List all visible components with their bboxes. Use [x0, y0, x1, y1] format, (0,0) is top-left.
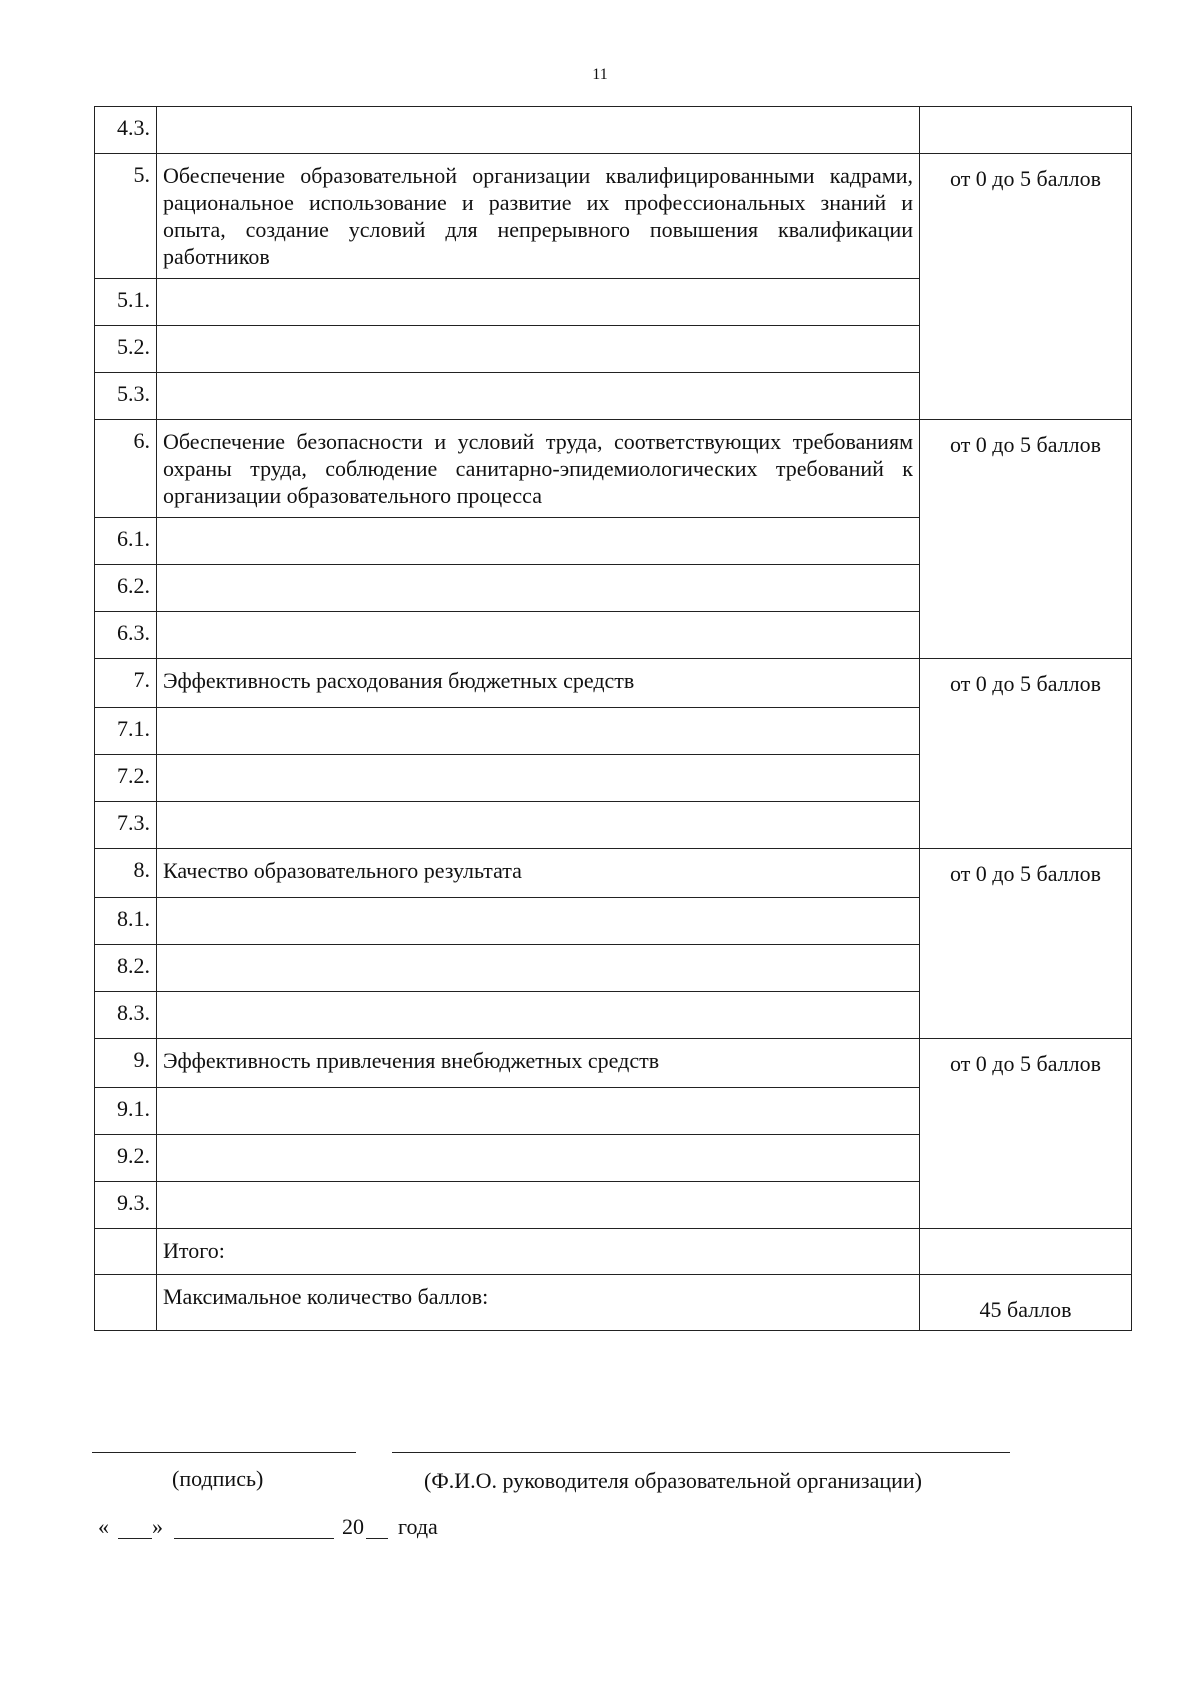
date-day-line: [118, 1538, 152, 1539]
max-score-value: 45 баллов: [920, 1275, 1132, 1331]
row-description: Эффективность расходования бюджетных средств: [157, 659, 920, 708]
row-description: [157, 945, 920, 992]
row-description: Обеспечение безопасности и условий труда, соответствующих требованиям охраны труда, соблюдение санитарно-эпидемиологических требований к организации образовательного процесса: [157, 420, 920, 518]
row-description: [157, 802, 920, 849]
table-row: [95, 420, 1132, 518]
total-label: Итого:: [157, 1229, 920, 1275]
total-row: [95, 1229, 1132, 1275]
name-line: [392, 1452, 1010, 1453]
row-description: [157, 326, 920, 373]
table-row: [95, 154, 1132, 279]
row-number: 5.2.: [95, 326, 157, 373]
row-number: 9.3.: [95, 1182, 157, 1229]
row-description: Качество образовательного результата: [157, 849, 920, 898]
date-close-quote: »: [152, 1514, 163, 1539]
row-description: [157, 992, 920, 1039]
row-number: 4.3.: [95, 107, 157, 154]
date-year-prefix: 20: [342, 1514, 364, 1539]
row-number: 6.: [95, 420, 157, 518]
row-description: [157, 565, 920, 612]
table-row: [95, 849, 1132, 898]
row-score: [920, 107, 1132, 154]
max-score-label: Максимальное количество баллов:: [157, 1275, 920, 1331]
row-description: [157, 279, 920, 326]
row-score: от 0 до 5 баллов: [920, 1039, 1132, 1229]
row-number: 8.: [95, 849, 157, 898]
row-number: 7.3.: [95, 802, 157, 849]
row-score: от 0 до 5 баллов: [920, 659, 1132, 849]
row-description: [157, 1135, 920, 1182]
row-description: [157, 898, 920, 945]
row-description: [157, 373, 920, 420]
row-number: [95, 1275, 157, 1331]
table-row: [95, 1039, 1132, 1088]
row-number: 6.1.: [95, 518, 157, 565]
table-row: [95, 107, 1132, 154]
row-number: 9.: [95, 1039, 157, 1088]
max-score-row: [95, 1275, 1132, 1331]
row-number: 9.1.: [95, 1088, 157, 1135]
row-description: Обеспечение образовательной организации квалифицированными кадрами, рациональное использование и развитие их профессиональных знаний и опыта, создание условий для непрерывного повышения квалификации работников: [157, 154, 920, 279]
row-number: [95, 1229, 157, 1275]
criteria-table: [94, 106, 1132, 1331]
row-number: 5.3.: [95, 373, 157, 420]
row-score: от 0 до 5 баллов: [920, 420, 1132, 659]
row-description: [157, 708, 920, 755]
row-number: 5.1.: [95, 279, 157, 326]
row-number: 6.3.: [95, 612, 157, 659]
signature-line: [92, 1452, 356, 1453]
page-number: 11: [592, 66, 608, 83]
name-caption: (Ф.И.О. руководителя образовательной организации): [424, 1468, 922, 1493]
row-number: 5.: [95, 154, 157, 279]
signature-caption: (подпись): [172, 1466, 264, 1491]
row-number: 9.2.: [95, 1135, 157, 1182]
row-description: [157, 755, 920, 802]
row-description: [157, 612, 920, 659]
row-score: от 0 до 5 баллов: [920, 154, 1132, 420]
date-open-quote: «: [98, 1514, 109, 1539]
row-description: Эффективность привлечения внебюджетных средств: [157, 1039, 920, 1088]
row-description: [157, 107, 920, 154]
row-description: [157, 1088, 920, 1135]
row-number: 8.2.: [95, 945, 157, 992]
total-score: [920, 1229, 1132, 1275]
row-number: 8.3.: [95, 992, 157, 1039]
row-number: 8.1.: [95, 898, 157, 945]
row-score: от 0 до 5 баллов: [920, 849, 1132, 1039]
row-number: 6.2.: [95, 565, 157, 612]
row-number: 7.1.: [95, 708, 157, 755]
table-row: [95, 659, 1132, 708]
row-description: [157, 518, 920, 565]
date-year-line: [366, 1538, 388, 1539]
row-number: 7.2.: [95, 755, 157, 802]
date-month-line: [174, 1538, 334, 1539]
row-description: [157, 1182, 920, 1229]
row-number: 7.: [95, 659, 157, 708]
date-year-suffix: года: [398, 1514, 438, 1539]
